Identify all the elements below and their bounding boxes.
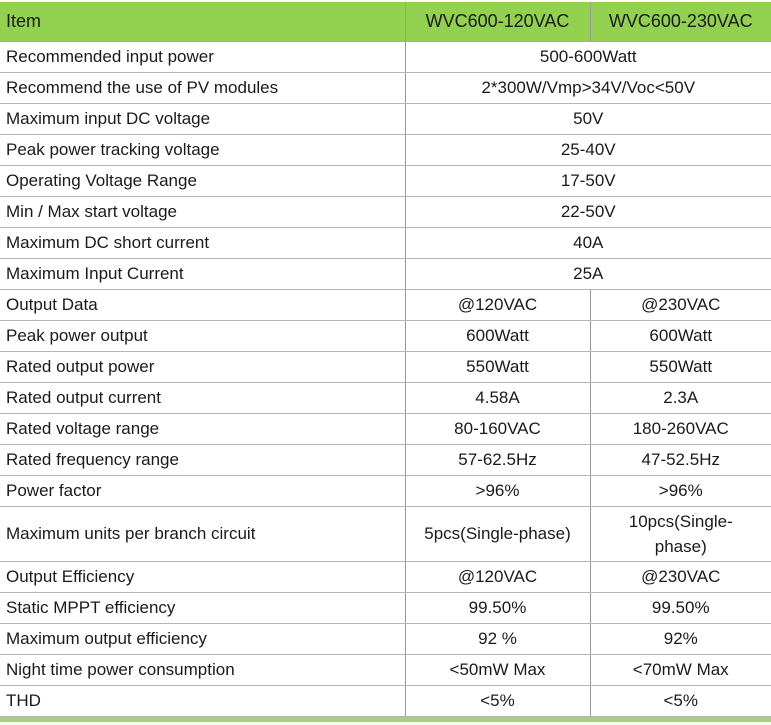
- value-text: @230VAC: [641, 295, 721, 314]
- value-text: 92 %: [478, 629, 517, 648]
- spec-table-body: [0, 42, 771, 717]
- value-text: 180-260VAC: [632, 419, 729, 438]
- value-text: 99.50%: [651, 598, 710, 617]
- row-label-cell: Maximum units per branch circuit: [0, 507, 405, 562]
- value-text: 2.3A: [663, 388, 699, 407]
- table-row: [0, 104, 771, 135]
- span-value-cell: 500-600Watt: [405, 42, 771, 73]
- header-230vac-cell: WVC600-230VAC: [590, 2, 771, 42]
- table-row: [0, 624, 771, 655]
- table-row: [0, 42, 771, 73]
- value-cell-120: [405, 321, 590, 352]
- value-cell-120: [405, 624, 590, 655]
- span-value-cell: 2*300W/Vmp>34V/Voc<50V: [405, 73, 771, 104]
- value-text: >96%: [658, 481, 703, 500]
- value-text: 4.58A: [475, 388, 520, 407]
- table-row: [0, 290, 771, 321]
- table-row: [0, 414, 771, 445]
- header-row: [0, 2, 771, 42]
- value-cell-120: [405, 383, 590, 414]
- header-120vac-cell: WVC600-120VAC: [405, 2, 590, 42]
- row-label-cell: Rated output power: [0, 352, 405, 383]
- row-label-cell: Output Efficiency: [0, 562, 405, 593]
- value-text: <70mW Max: [632, 660, 729, 679]
- value-text: 550Watt: [649, 357, 713, 376]
- row-label-cell: Maximum input DC voltage: [0, 104, 405, 135]
- value-text: <5%: [663, 691, 698, 710]
- table-row: [0, 686, 771, 717]
- table-row: [0, 259, 771, 290]
- value-cell-230: [590, 290, 771, 321]
- row-label-cell: Static MPPT efficiency: [0, 593, 405, 624]
- row-label-cell: THD: [0, 686, 405, 717]
- value-text: 47-52.5Hz: [641, 450, 720, 469]
- row-label-cell: Maximum output efficiency: [0, 624, 405, 655]
- value-text: 80-160VAC: [454, 419, 541, 438]
- table-row: [0, 593, 771, 624]
- spec-table-header: [0, 2, 771, 42]
- value-text: >96%: [475, 481, 520, 500]
- value-text: 550Watt: [466, 357, 529, 376]
- value-text: 99.50%: [468, 598, 527, 617]
- value-cell-120: [405, 655, 590, 686]
- value-cell-230: [590, 624, 771, 655]
- header-item-cell: Item: [0, 2, 405, 42]
- value-cell-230: [590, 414, 771, 445]
- table-row: [0, 166, 771, 197]
- table-row: [0, 383, 771, 414]
- table-row: [0, 197, 771, 228]
- table-row: [0, 135, 771, 166]
- row-label-cell: Output Data: [0, 290, 405, 321]
- value-text: 10pcs(Single-phase): [628, 512, 733, 556]
- value-text: 5pcs(Single-phase): [424, 524, 571, 543]
- value-cell-120: [405, 593, 590, 624]
- value-cell-120: [405, 414, 590, 445]
- row-label-cell: Recommend the use of PV modules: [0, 73, 405, 104]
- value-cell-230: [590, 383, 771, 414]
- row-label-cell: Rated output current: [0, 383, 405, 414]
- span-value-cell: 22-50V: [405, 197, 771, 228]
- table-row: [0, 352, 771, 383]
- table-row: [0, 228, 771, 259]
- value-cell-230: [590, 593, 771, 624]
- table-row: [0, 321, 771, 352]
- row-label-cell: Min / Max start voltage: [0, 197, 405, 228]
- value-text: <5%: [480, 691, 515, 710]
- value-text: <50mW Max: [449, 660, 546, 679]
- row-label-cell: Peak power output: [0, 321, 405, 352]
- value-cell-230: [590, 507, 771, 562]
- value-text: @120VAC: [457, 295, 538, 314]
- span-value-cell: 17-50V: [405, 166, 771, 197]
- value-text: @230VAC: [641, 567, 721, 586]
- row-label-cell: Operating Voltage Range: [0, 166, 405, 197]
- value-cell-230: [590, 321, 771, 352]
- table-row: [0, 507, 771, 562]
- row-label-cell: Maximum DC short current: [0, 228, 405, 259]
- value-text: @120VAC: [457, 567, 538, 586]
- span-value-cell: 50V: [405, 104, 771, 135]
- value-cell-120: [405, 507, 590, 562]
- row-label-cell: Peak power tracking voltage: [0, 135, 405, 166]
- span-value-cell: 25A: [405, 259, 771, 290]
- value-text: 600Watt: [649, 326, 713, 345]
- row-label-cell: Rated frequency range: [0, 445, 405, 476]
- table-row: [0, 73, 771, 104]
- row-label-cell: Maximum Input Current: [0, 259, 405, 290]
- value-text: 57-62.5Hz: [458, 450, 537, 469]
- table-row: [0, 445, 771, 476]
- value-text: 600Watt: [466, 326, 529, 345]
- value-cell-120: [405, 562, 590, 593]
- span-value-cell: 25-40V: [405, 135, 771, 166]
- value-cell-230: [590, 476, 771, 507]
- value-text: 92%: [663, 629, 698, 648]
- row-label-cell: Night time power consumption: [0, 655, 405, 686]
- table-row: [0, 562, 771, 593]
- value-cell-120: [405, 686, 590, 717]
- span-value-cell: 40A: [405, 228, 771, 259]
- spec-table: [0, 2, 771, 717]
- footer-accent-bar: [0, 717, 771, 722]
- value-cell-120: [405, 290, 590, 321]
- table-row: [0, 655, 771, 686]
- value-cell-120: [405, 476, 590, 507]
- row-label-cell: Rated voltage range: [0, 414, 405, 445]
- value-cell-230: [590, 655, 771, 686]
- value-cell-120: [405, 445, 590, 476]
- value-cell-120: [405, 352, 590, 383]
- value-cell-230: [590, 352, 771, 383]
- table-row: [0, 476, 771, 507]
- value-cell-230: [590, 562, 771, 593]
- row-label-cell: Recommended input power: [0, 42, 405, 73]
- value-cell-230: [590, 445, 771, 476]
- value-cell-230: [590, 686, 771, 717]
- row-label-cell: Power factor: [0, 476, 405, 507]
